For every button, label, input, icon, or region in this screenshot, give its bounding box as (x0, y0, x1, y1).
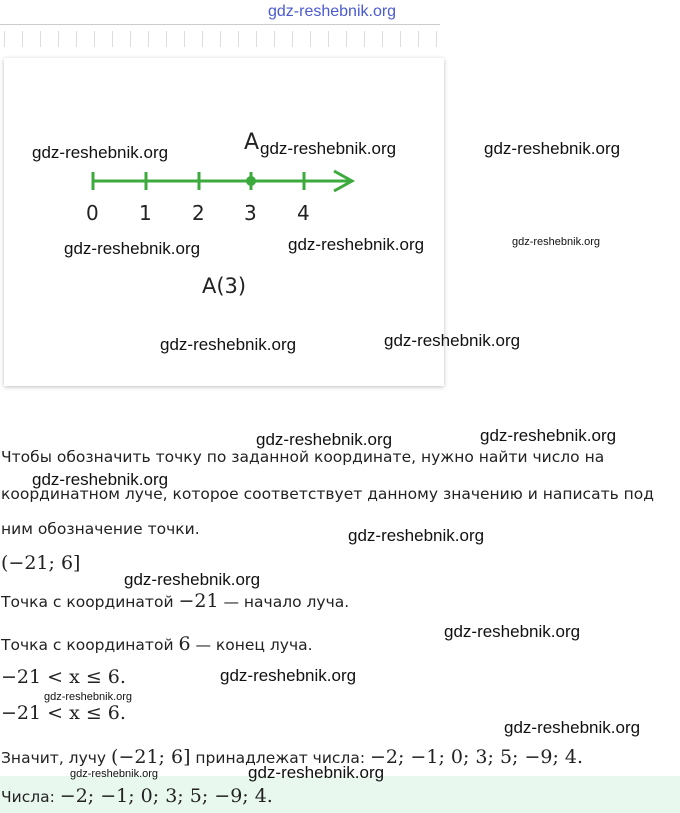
point-letter: A (244, 130, 260, 155)
watermark: gdz-reshebnik.org (256, 430, 393, 449)
watermark: gdz-reshebnik.org (70, 768, 159, 780)
end-value: 6 (178, 633, 191, 655)
ruler-strip (0, 24, 440, 55)
watermark: gdz-reshebnik.org (220, 666, 357, 685)
tick-label-3: 3 (244, 201, 257, 225)
point-caption: A(3) (202, 274, 247, 298)
end-prefix: Точка с координатой (1, 636, 179, 654)
watermark: gdz-reshebnik.org (64, 239, 201, 258)
point-a-dot (246, 176, 256, 186)
tick-label-0: 0 (86, 201, 99, 225)
watermark: gdz-reshebnik.org (504, 718, 641, 737)
interval: (−21; 6] (1, 552, 81, 574)
watermark: gdz-reshebnik.org (260, 139, 397, 158)
watermark: gdz-reshebnik.org (480, 426, 617, 445)
watermark: gdz-reshebnik.org (444, 622, 581, 641)
explanation-line-2: координатном луче, которое соответствует данному значению и написать под (1, 485, 654, 503)
conclusion-mid: принадлежат числа: (190, 749, 370, 767)
conclusion-numbers: −2; −1; 0; 3; 5; −9; 4. (369, 746, 584, 768)
conclusion-prefix: Значит, лучу (1, 749, 112, 767)
watermark: gdz-reshebnik.org (348, 526, 485, 545)
tick-label-1: 1 (139, 201, 152, 225)
watermark: gdz-reshebnik.org (248, 763, 385, 782)
watermark: gdz-reshebnik.org (384, 331, 521, 350)
watermark: gdz-reshebnik.org (484, 139, 621, 158)
watermark: gdz-reshebnik.org (512, 236, 601, 248)
watermark: gdz-reshebnik.org (44, 691, 133, 703)
tick-label-2: 2 (192, 201, 205, 225)
start-prefix: Точка с координатой (1, 593, 179, 611)
watermark: gdz-reshebnik.org (32, 470, 169, 489)
final-answer (1, 785, 273, 807)
final-numbers: −2; −1; 0; 3; 5; −9; 4. (59, 785, 273, 807)
inequality-1: −21 < x ≤ 6. (1, 666, 126, 688)
start-suffix: — начало луча. (218, 593, 350, 611)
start-line (1, 590, 349, 612)
final-prefix: Числа: (1, 788, 60, 806)
watermark: gdz-reshebnik.org (288, 235, 425, 254)
end-line (1, 633, 313, 655)
start-value: −21 (178, 590, 219, 612)
explanation-line-1: Чтобы обозначить точку по заданной координате, нужно найти число на (1, 448, 605, 466)
conclusion-interval: (−21; 6] (111, 746, 191, 768)
watermark: gdz-reshebnik.org (32, 143, 169, 162)
watermark: gdz-reshebnik.org (124, 570, 261, 589)
inequality-2: −21 < x ≤ 6. (1, 702, 126, 724)
end-suffix: — конец луча. (190, 636, 313, 654)
watermark: gdz-reshebnik.org (160, 335, 297, 354)
explanation-line-3: ним обозначение точки. (1, 520, 200, 538)
watermark-top: gdz-reshebnik.org (268, 3, 397, 20)
tick-label-4: 4 (297, 201, 310, 225)
